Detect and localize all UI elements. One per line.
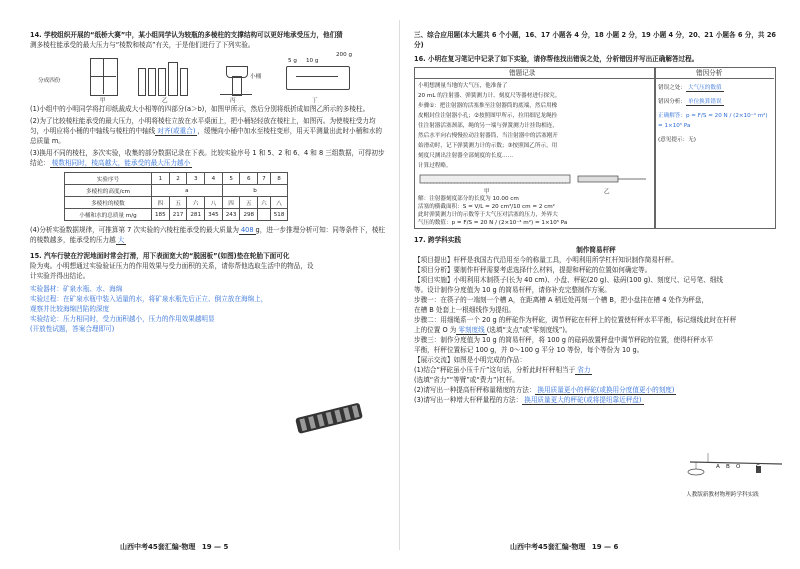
table-header-trial: 实验序号: [65, 173, 152, 185]
left-footer: [120, 542, 232, 552]
q14-p1: (1)小组中的小明同学将打印纸裁成大小相等的四部分(a＞b)，如图甲所示，然后分别将纸折成如图乙所示的多棱柱。: [30, 105, 370, 113]
q17-ex1: (1)结合“秤砣虽小压千斤”这句话，分析此时杆秤相当于 省力: [414, 366, 591, 374]
q17-line-2: 【项目分析】要制作杆秤需要考虑选择什么材料，提提和秤砣的位置如何确定等。: [414, 266, 652, 274]
q17-line-3: 【项目实施】小明利用木制筷子(长为 40 cm)、小盘、秤砣(20 g)、砝码(100 g)、刻度尺、记号笔、细线: [414, 276, 723, 284]
fig-label-split: 分成四份: [38, 78, 61, 84]
table-header-height: 多棱柱的高度/cm: [65, 185, 152, 197]
q15-ans-1: 实验器材：矿泉水瓶、水、海绵: [30, 285, 123, 293]
syringe-figure: [418, 171, 650, 191]
q16-record-6: 然后水平向右慢慢拉动注射器筒，当注射器中的活塞刚开: [418, 133, 558, 139]
q17-step3-2: 平衡，杆秤位置标记 100 g，并 0～100 g 平分 10 等份，每个等份为 10 g。: [414, 346, 644, 354]
fig-label-200g: 200 g: [336, 52, 353, 58]
right-footer: [510, 542, 622, 552]
q17-step2: 步骤二：用细绳系一个 20 g 的秤砣作为秤砣，调节秤砣在杆秤上的位置使杆秤水平平衡，标记细线此时在杆秤: [414, 316, 737, 324]
q16-error: 错误之处： 大气压的数值: [658, 85, 722, 91]
q15-ans-5: (开放性试题，答案合理即可): [30, 325, 115, 333]
q17-ex1-answer: 省力: [577, 366, 591, 374]
left-footer-page: 19 — 5: [201, 543, 229, 551]
q17-step2-answer: 零刻度线: [458, 326, 485, 334]
q15-ans-4: 实验结论：压力相同时，受力面积越小，压力的作用效果越明显: [30, 315, 215, 323]
q17-ex2-answer: 换用质量更小的秤砣(或换用分度值更小的刻度): [537, 386, 675, 394]
q16-fig-yi: 乙: [604, 189, 610, 195]
left-footer-title: 山西中考45套汇编·物理: [120, 543, 196, 551]
q16-record-3: 步骤①：把注射器的活塞推至注射器筒的底端，然后用橡: [418, 103, 558, 109]
q16-correct: 正确解答：p = F/S = 20 N / (2×10⁻⁴ m²) = 1×10⁵ Pa: [658, 113, 768, 129]
q14-data-table: 实验序号 1 2 3 4 5 6 7 8 多棱柱的高度/cm a b 多棱柱的棱数 四 五 六 八 四 五 六 八 小桶和水的总质量 m/g 185 217 281 345 243 298 518: [64, 172, 288, 221]
q16-calc-3: 此时弹簧测力计的示数等于大气压对活塞的压力，外界大: [418, 212, 558, 218]
fig-label-10g: 10 g: [306, 58, 319, 64]
q16-col-analysis: 错因分析: [696, 69, 723, 77]
q16-record-4: 皮帽封住注射器小孔；②按照图甲所示，拉用细尼龙绳拴: [418, 113, 558, 119]
q17-ex3: (3)请写出一种增大杆秤量程的方法： 换用质量更大的秤砣(或将提纽靠近秤盘): [414, 396, 642, 404]
q16-reason: 错因分析： 单位换算错误: [658, 99, 722, 105]
q17-ex3-answer: 换用质量更大的秤砣(或将提纽靠近秤盘): [524, 396, 642, 404]
q14-p4-answer: 408: [240, 226, 254, 234]
fig-label-yi: 乙: [162, 98, 168, 104]
q15-line1: 15. 汽车行驶在泞泥地面时常会打滑，用下表面宽大的“脱困板”(如图)垫在轮胎下面可化: [30, 252, 290, 260]
q16-record-5: 住注射器活塞颈部，绳的另一端与弹簧测力计挂钩相连，: [418, 123, 558, 129]
fig-label-5g: 5 g: [288, 58, 297, 64]
q17-title: 制作简易杆秤: [576, 246, 616, 254]
fig-label-ding: 丁: [312, 98, 318, 104]
q17-step3-1: 步骤三：制作分度值为 10 g 的简易杆秤，将 100 g 的砝码放置秤盘中调节秤砣的位置，使得杆秤水平: [414, 336, 714, 344]
q16-fig-jia: 甲: [484, 189, 490, 195]
q14-p4-answer2: 大: [117, 236, 125, 244]
q15-ans-3: 观察并比较海绵凹陷的深度: [30, 305, 110, 313]
q17-line: 17. 跨学科实践: [414, 236, 461, 244]
q16-calc-1: 解：注射器刻度部分的长度为 10.00 cm: [418, 196, 519, 202]
table-header-edges: 多棱柱的棱数: [65, 197, 152, 209]
q14-figure: [30, 54, 386, 104]
q17-source: 人教版新教材物理跨学科实践: [686, 492, 759, 498]
q14-p3-answer: 棱数相同时，棱高越大，能承受的最大压力越小: [51, 159, 191, 167]
q14-line2: 测多棱柱能承受的最大压力与“棱数和棱高”有关，于是他们进行了下列实验。: [30, 41, 255, 49]
q15-line2: 险为夷。小明想通过实验验证压力的作用效果与受力面积的关系，请你帮他选取生活中的物品，设: [30, 262, 314, 270]
q14-p2-answer: 对齐(或重合): [157, 127, 196, 135]
q16-line: 16. 小明在复习笔记中记录了如下实验，请你帮他找出错误之处，分析错因并写出正确解答过程。: [414, 55, 699, 63]
q16-reason-answer: 单位换算错误: [687, 99, 722, 105]
q17-ex2: (2)请写出一种提高杆秤称量精度的方法： 换用质量更小的秤砣(或换用分度值更小的刻度): [414, 386, 675, 394]
right-footer-title: 山西中考45套汇编·物理: [510, 543, 586, 551]
fig-label-bing: 丙: [230, 98, 236, 104]
q16-col-record: 错题记录: [509, 69, 536, 77]
steelyard-label-o: O: [736, 464, 741, 470]
q16-record-9: 计算过程略。: [418, 163, 452, 169]
section-heading: 三、综合应用题(本大题共 6 个小题，16、17 小题各 4 分，18 小题 2 分，19 小题 4 分，20、21 小题各 6 分，共 26 分): [414, 31, 776, 49]
q15-line3: 计实验并得出结论。: [30, 272, 90, 280]
q15: [30, 251, 386, 334]
q16-calc-2: 活塞的横截面积：S = V/L = 20 cm³/10 cm = 2 cm²: [418, 204, 555, 210]
q16-record-2: 20 mL 的注射器、弹簧测力计、刻度尺等器材进行探究。: [418, 93, 561, 99]
q17-ex1b: (选填“省力”“等臂”或“费力”)杠杆。: [414, 376, 519, 384]
escape-board-image: [290, 398, 370, 438]
q14-p3: (3)换用不同的棱柱，多次实验，收集的部分数据记录在下表。比较实验序号 1 和 5、2 和 6、4 和 8 三组数据，可得初步结论： 棱数相同时，棱高越大，能承受的最大压力越小: [30, 149, 385, 167]
q16-note: (意见提示：无): [658, 137, 696, 143]
q17-line-5: 步骤一：在筷子的一端刻一个槽 A，在距离槽 A 稍近处再刻一个槽 B，把小盘挂在槽 4 处作为秤盘，: [414, 296, 709, 304]
q16-error-answer: 大气压的数值: [687, 85, 722, 91]
q14-p4: (4)分析实验数据规律，可推算第 7 次实验的六棱柱能承受的最大质量为 408 g，进一步推理分析可知：同等条件下，棱柱的棱数越多，能承受的压力越 大: [30, 226, 386, 244]
table-header-mass: 小桶和水的总质量 m/g: [65, 209, 152, 221]
q16-calc-4: 气压的数值：p = F/S = 20 N / (2×10⁻⁴ m²) = 1×10⁵ Pa: [418, 220, 568, 226]
q14-p2: (2)为了比较棱柱能承受的最大压力，小明将棱柱立放在水平桌面上，把小桶轻轻放在棱柱上，如图丙。为使棱柱受力均匀，小明应将小桶的中轴线与棱柱的中轴线 对齐(或重合) ，缓慢向小桶中加水至棱柱变形，用天平测量出此时小桶和水的总质量 m。: [30, 117, 383, 145]
q15-ans-2: 实验过程：在矿泉水瓶中装入适量的水，将矿泉水瓶先后正立、倒立放在海绵上，: [30, 295, 268, 303]
steelyard-label-a: A: [716, 464, 720, 470]
q16-record-8: 刻度尺测出注射器全部刻度的长度……: [418, 153, 514, 159]
q17-line-4: 等。设计制作分度值为 10 g 的简易杆秤，请你补充完整制作方案。: [414, 286, 611, 294]
q17-line-1: 【项目提出】杆秤是我国古代沿用至今的称量工具，小明利用所学杠杆知识制作简易杆秤。: [414, 256, 678, 264]
q14-line1: 14. 学校组织开展的“纸桥大赛”中，某小组同学认为较瓶的多棱柱的支撑结构可以更好地承受压力，他们猜: [30, 31, 343, 39]
right-footer-page: 19 — 6: [591, 543, 619, 551]
steelyard-label-b: B: [726, 464, 730, 470]
q16-record-7: 始滑动时，记下弹簧测力计的示数；③按照图乙所示，用: [418, 143, 558, 149]
q16-record-1: 小明想测量当地的大气压，他准备了: [418, 83, 508, 89]
q17-show: 【展示交流】如图是小明完成的作品：: [414, 356, 527, 364]
steelyard-label-c: C: [756, 464, 760, 470]
fig-label-bucket: 小桶: [250, 74, 262, 80]
q17-step2b: 上的位置 O 为 零刻度线 (选填“支点”或“零刻度线”)。: [414, 326, 572, 334]
q16-table: [414, 67, 778, 227]
q17-line-6: 在槽 B 处套上一根细线作为提纽。: [414, 306, 516, 314]
right-page: [400, 0, 800, 569]
fig-label-jia: 甲: [100, 98, 106, 104]
